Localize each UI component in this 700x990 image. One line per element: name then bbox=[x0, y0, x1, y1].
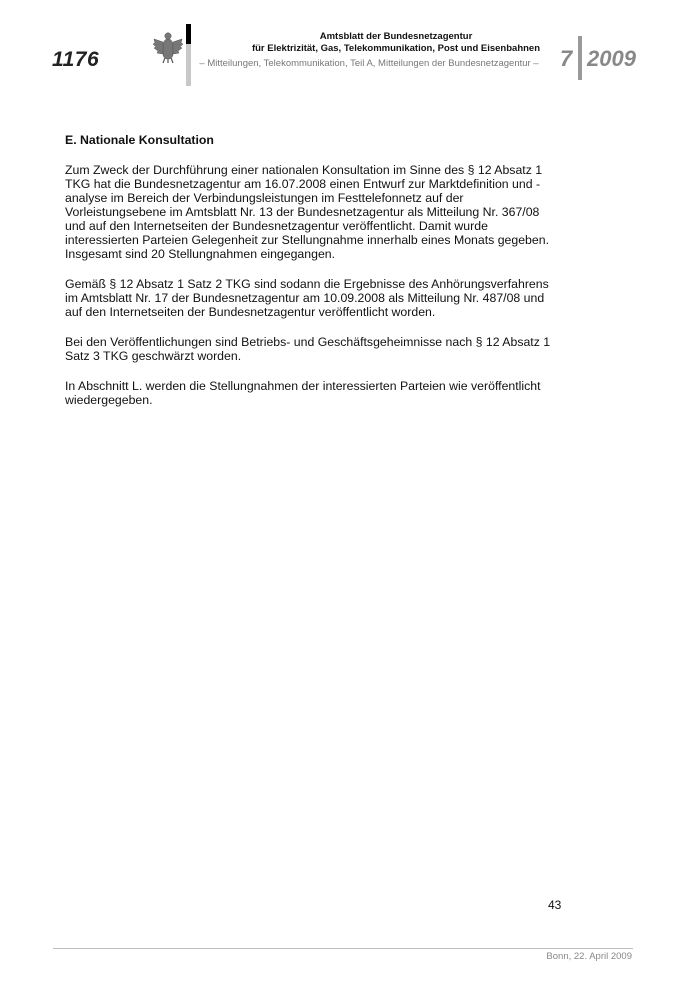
paragraph: Bei den Veröffentlichungen sind Betriebs- und Geschäftsgeheimnisse nach § 12 Absatz 1 Satz 3 TKG geschwärzt worden. bbox=[65, 335, 551, 363]
publication-subtitle: – Mitteilungen, Telekommunikation, Teil A, Mitteilungen der Bundesnetzagentur – bbox=[199, 58, 539, 69]
footer-place-date: Bonn, 22. April 2009 bbox=[546, 951, 632, 962]
page-number: 1176 bbox=[52, 48, 100, 71]
paragraph: Zum Zweck der Durchführung einer nationalen Konsultation im Sinne des § 12 Absatz 1 TKG hat die Bundesnetzagentur am 16.07.2008 einen Entwurf zur Marktdefinition und -analyse im Bereich der Verbindungsleistungen im Festtelefonnetz auf der Vorleistungsebene im Amtsblatt Nr. 13 der Bundesnetzagentur als Mitteilung Nr. 367/08 und auf den Internetseiten der Bundesnetzagentur veröffentlicht. Damit wurde interessierten Parteien Gelegenheit zur Stellungnahme innerhalb eines Monats gegeben. Insgesamt sind 20 Stellungnahmen eingegangen. bbox=[65, 163, 549, 261]
issue-divider-bar bbox=[578, 36, 582, 80]
paragraph: Gemäß § 12 Absatz 1 Satz 2 TKG sind sodann die Ergebnisse des Anhörungsverfahrens im Amtsblatt Nr. 17 der Bundesnetzagentur am 10.09.2008 als Mitteilung Nr. 487/08 und auf den Internetseiten der Bundesnetzagentur veröffentlicht worden. bbox=[65, 277, 549, 319]
main-content bbox=[65, 133, 555, 423]
section-heading: E. Nationale Konsultation bbox=[65, 133, 214, 147]
document-page-number: 43 bbox=[548, 898, 562, 912]
publication-title-line2: für Elektrizität, Gas, Telekommunikation, Post und Eisenbahnen bbox=[251, 42, 541, 54]
footer-divider bbox=[53, 948, 633, 949]
federal-eagle-icon bbox=[152, 30, 184, 64]
issue-year: 2009 bbox=[587, 46, 636, 71]
publication-title-line1: Amtsblatt der Bundesnetzagentur bbox=[319, 31, 473, 42]
paragraph: In Abschnitt L. werden die Stellungnahmen der interessierten Parteien wie veröffentlicht wiedergegeben. bbox=[65, 379, 541, 407]
publication-title bbox=[196, 31, 596, 54]
header-divider-bar bbox=[186, 24, 191, 86]
issue-number: 7 bbox=[560, 46, 573, 71]
